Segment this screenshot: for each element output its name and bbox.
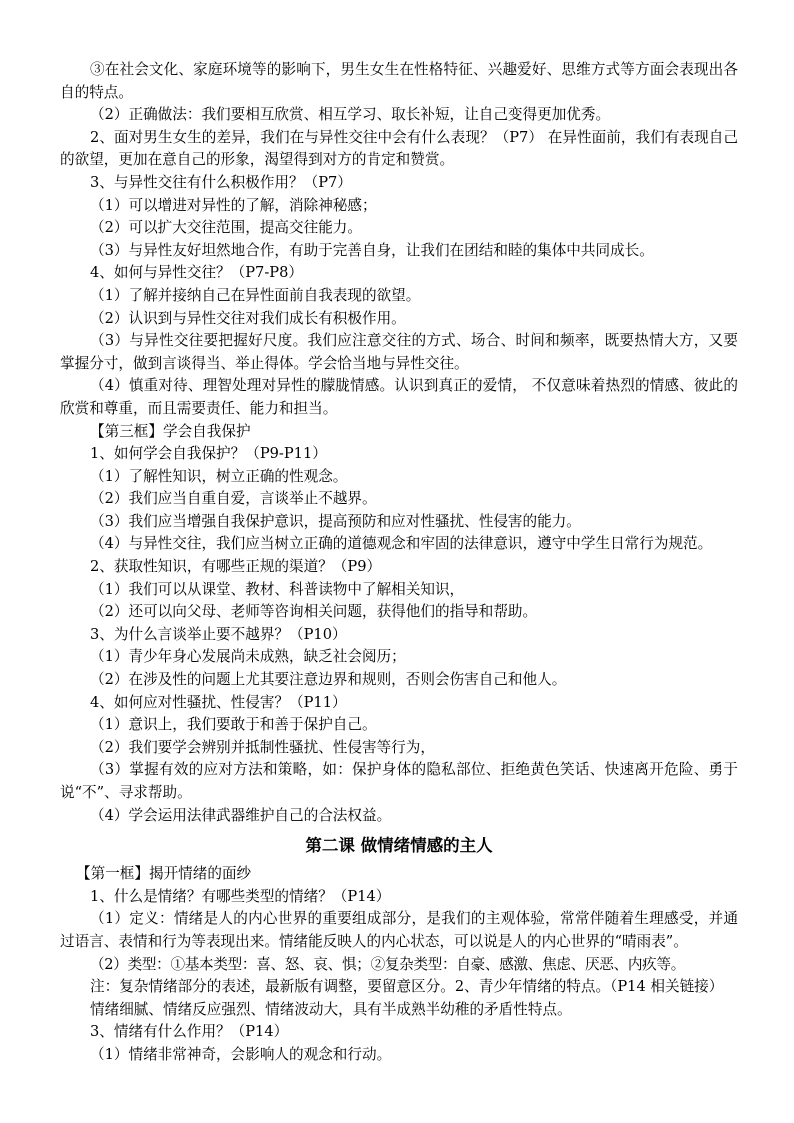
question-heading: 1、什么是情绪？有哪些类型的情绪？（P14） (90, 887, 391, 905)
question-heading: 2、获取性知识，有哪些正规的渠道？（P9） (90, 558, 382, 576)
question-heading: 3、情绪有什么作用？（P14） (90, 1023, 289, 1041)
list-item: （2）我们应当自重自爱，言谈举止不越界。 (90, 490, 377, 508)
list-item: （4）与异性交往，我们应当树立正确的道德观念和牢固的法律意识，遵守中学生日常行为规范。 (90, 535, 713, 553)
list-item: （2）还可以向父母、老师等咨询相关问题，获得他们的指导和帮助。 (90, 603, 538, 621)
list-item: （3）与异性友好坦然地合作，有助于完善自身，让我们在团结和睦的集体中共同成长。 (90, 241, 654, 259)
question-heading: 3、与异性交往有什么积极作用？（P7） (90, 173, 352, 191)
question-heading: 1、如何学会自我保护？（P9-P11） (90, 445, 327, 463)
list-item: （2）类型：①基本类型：喜、怒、哀、惧；②复杂类型：自豪、感激、焦虑、厌恶、内疚等。 (90, 955, 686, 973)
list-item: （1）定义：情绪是人的内心世界的重要组成部分，是我们的主观体验，常常伴随着生理感受，并通过语言、表情和行为等表现出来。情绪能反映人的内心状态，可以说是人的内心世界的“晴雨表”。 (60, 910, 738, 950)
list-item: （3）我们应当增强自我保护意识，提高预防和应对性骚扰、性侵害的能力。 (90, 512, 581, 530)
list-item: （1）了解性知识，树立正确的性观念。 (90, 467, 348, 485)
list-item: （1）意识上，我们要敢于和善于保护自己。 (90, 716, 377, 734)
list-item: （2）可以扩大交往范围，提高交往能力。 (90, 219, 362, 237)
question-heading: 3、为什么言谈举止要不越界？（P10） (90, 625, 347, 643)
list-item: （2）认识到与异性交往对我们成长有积极作用。 (90, 309, 406, 327)
list-item: （1）了解并接纳自己在异性面前自我表现的欲望。 (90, 286, 421, 304)
section-title: 第二课 做情绪情感的主人 (305, 836, 493, 856)
list-item: （3）与异性交往要把握好尺度。我们应注意交往的方式、场合、时间和频率，既要热情大方，又要掌握分寸，做到言谈得当、举止得体。学会恰当地与异性交往。 (60, 332, 738, 372)
list-item: （4）慎重对待、理智处理对异性的朦胧情感。认识到真正的爱情， 不仅意味着热烈的情感、彼此的欣赏和尊重，而且需要责任、能力和担当。 (60, 377, 738, 417)
question-heading: 4、如何与异性交往？（P7-P8） (90, 264, 303, 282)
list-item: （2）在涉及性的问题上尤其要注意边界和规则，否则会伤害自己和他人。 (90, 671, 567, 689)
paragraph: ③在社会文化、家庭环境等的影响下，男生女生在性格特征、兴趣爱好、思维方式等方面会表现出各自的特点。 (60, 61, 738, 101)
list-item: （2）我们要学会辨别并抵制性骚扰、性侵害等行为， (90, 738, 435, 756)
list-item: （3）掌握有效的应对方法和策略，如：保护身体的隐私部位、拒绝黄色笑话、快速离开危险、勇于说“不”、寻求帮助。 (60, 761, 738, 801)
paragraph: （2）正确做法：我们要相互欣赏、相互学习、取长补短，让自己变得更加优秀。 (90, 106, 611, 124)
question-heading: 4、如何应对性骚扰、性侵害？（P11） (90, 693, 347, 711)
subsection-heading: 【第一框】揭开情绪的面纱 (76, 865, 252, 883)
note: 注：复杂情绪部分的表述，最新版有调整，要留意区分。2、青少年情绪的特点。（P14 相关链接） (90, 978, 724, 996)
list-item: （4）学会运用法律武器维护自己的合法权益。 (90, 806, 392, 824)
paragraph: 情绪细腻、情绪反应强烈、情绪波动大，具有半成熟半幼稚的矛盾性特点。 (90, 1000, 572, 1018)
subsection-heading: 【第三框】学会自我保护 (90, 422, 251, 440)
list-item: （1）青少年身心发展尚未成熟，缺乏社会阅历； (90, 648, 406, 666)
paragraph: 2、面对男生女生的差异，我们在与异性交往中会有什么表现？（P7） 在异性面前，我们有表现自己的欲望，更加在意自己的形象，渴望得到对方的肯定和赞赏。 (60, 128, 738, 169)
list-item: （1）我们可以从课堂、教材、科普读物中了解相关知识， (90, 580, 465, 598)
document-page (60, 59, 738, 1067)
list-item: （1）情绪非常神奇，会影响人的观念和行动。 (90, 1045, 392, 1063)
list-item: （1）可以增进对异性的了解，消除神秘感； (90, 196, 377, 214)
